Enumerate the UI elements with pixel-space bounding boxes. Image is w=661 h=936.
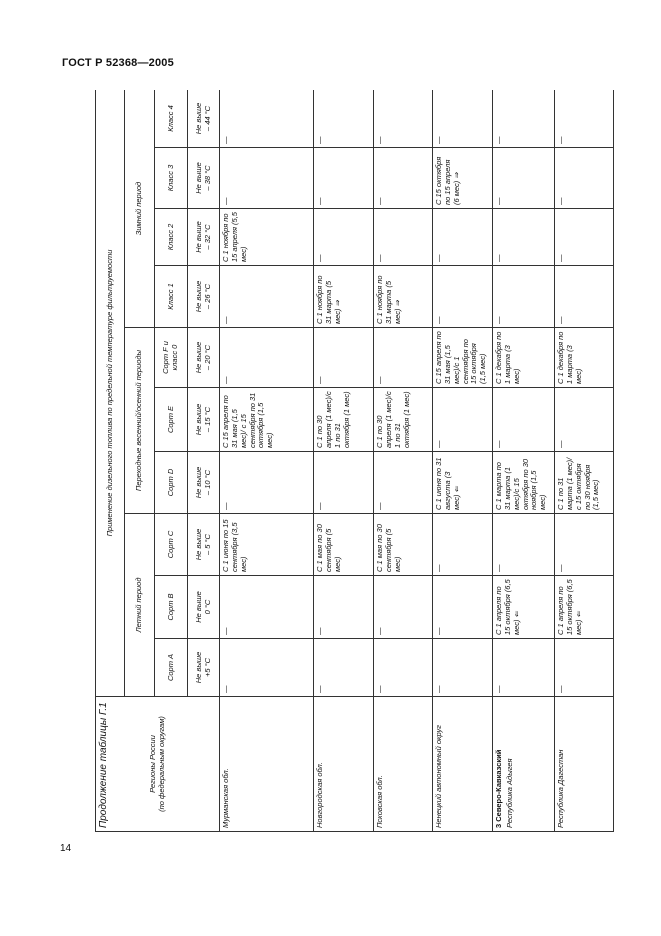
data-cell: — (374, 148, 433, 209)
data-cell: — (493, 209, 555, 266)
data-cell: — (433, 514, 493, 576)
region-cell (314, 697, 374, 832)
data-cell: — (374, 90, 433, 148)
data-cell: — (555, 514, 614, 576)
data-cell: — (493, 514, 555, 576)
data-cell: — (314, 639, 374, 697)
column-name-header: Сорт В (154, 576, 187, 639)
column-temp-header: Не выше – 32 °С (187, 209, 219, 266)
data-cell: — (314, 148, 374, 209)
data-cell: — (493, 90, 555, 148)
region-header (96, 697, 220, 832)
data-cell: С 1 марта по 31 марта (1 мес)/с 15 октября по 30 ноября (1,5 мес) (493, 452, 555, 514)
column-name-header: Сорт Е (154, 388, 187, 452)
data-cell: — (374, 639, 433, 697)
data-cell: С 1 мая по 30 сентября (5 мес) (374, 514, 433, 576)
data-cell: — (374, 576, 433, 639)
data-cell: — (220, 148, 314, 209)
region-cell (220, 697, 314, 832)
data-cell: — (433, 639, 493, 697)
data-cell: — (220, 576, 314, 639)
column-name-header: Сорт С (154, 514, 187, 576)
data-cell: С 1 ноября по 15 апреля (5,5 мес) (220, 209, 314, 266)
data-cell: — (314, 209, 374, 266)
region-name: Республика Адыгея (504, 758, 514, 828)
column-temp-header: Не выше – 5 °С (187, 514, 219, 576)
region-name: Ненецкий автономный округ (434, 725, 443, 828)
data-cell: — (433, 266, 493, 328)
data-cell: С 1 мая по 30 сентября (5 мес) (314, 514, 374, 576)
column-name-header: Сорт F и класс 0 (154, 328, 187, 388)
region-cell (433, 697, 493, 832)
page-number: 14 (60, 843, 72, 854)
column-name-header: Класс 2 (154, 209, 187, 266)
data-cell: — (314, 576, 374, 639)
column-temp-header: Не выше – 15 °С (187, 388, 219, 452)
column-temp-header: Не выше – 38 °С (187, 148, 219, 209)
region-name: Республика Дагестан (556, 749, 566, 828)
table-row (433, 90, 493, 832)
data-cell: — (555, 639, 614, 697)
table-caption: Продолжение таблицы Г.1 (98, 702, 109, 828)
period-transition-header (124, 328, 154, 514)
table-row (493, 90, 555, 832)
table-row (374, 90, 433, 832)
data-cell: С 1 по 31 марта (1 мес)/с 15 октября по 30 ноября (1,5 мес) (555, 452, 614, 514)
fuel-application-table (95, 90, 614, 832)
data-cell: — (555, 148, 614, 209)
data-cell: — (314, 452, 374, 514)
data-cell: — (555, 388, 614, 452)
data-cell: С 1 ноября по 31 марта (5 мес) ⇒ (374, 266, 433, 328)
data-cell: С 1 апреля по 15 октября (6,5 мес) ⇐ (555, 576, 614, 639)
data-cell: — (493, 148, 555, 209)
data-cell: — (220, 328, 314, 388)
column-temp-header: Не выше 0 °С (187, 576, 219, 639)
data-cell: С 15 апреля по 31 мая (1,5 мес)/ с 15 сентября по 31 октября (1,5 мес) (220, 388, 314, 452)
data-cell: — (433, 209, 493, 266)
data-cell: — (493, 388, 555, 452)
data-cell: — (220, 452, 314, 514)
column-temp-header: Не выше +5 °С (187, 639, 219, 697)
top-header-label: Применение дизельного топлива по предельной температуре фильтруемости (104, 249, 114, 537)
data-cell: С 1 декабря по 1 марта (3 мес) (493, 328, 555, 388)
data-cell: — (374, 328, 433, 388)
column-name-header: Класс 4 (154, 90, 187, 148)
data-cell: С 1 апреля по 15 октября (6,5 мес) ⇐ (493, 576, 555, 639)
region-cell (493, 697, 555, 832)
data-cell: С 1 июня по 31 августа (3 мес) ⇐ (433, 452, 493, 514)
rotated-table (95, 90, 614, 832)
period-transition-label: Переходные весенний/осенний периоды (134, 349, 143, 492)
column-temp-header: Не выше – 44 °С (187, 90, 219, 148)
table-row (555, 90, 614, 832)
region-header-label: Регионы России (по федеральным округам) (147, 716, 166, 812)
data-cell: — (314, 90, 374, 148)
data-cell: С 1 ноября по 31 марта (5 мес) ⇒ (314, 266, 374, 328)
column-temp-header: Не выше – 26 °С (187, 266, 219, 328)
data-cell: — (493, 639, 555, 697)
data-cell: С 1 июня по 15 сентября (3,5 мес) (220, 514, 314, 576)
data-cell: — (433, 576, 493, 639)
region-name: Мурманская обл. (221, 768, 231, 828)
top-header (96, 90, 125, 697)
region-cell (555, 697, 614, 832)
period-summer-label: Летний период (134, 577, 143, 633)
data-cell: — (433, 388, 493, 452)
data-cell: — (374, 209, 433, 266)
data-cell: С 1 декабря по 1 марта (3 мес) (555, 328, 614, 388)
region-cell (374, 697, 433, 832)
period-summer-header (124, 514, 154, 697)
column-name-header: Класс 1 (154, 266, 187, 328)
period-winter-header (124, 90, 154, 328)
data-cell: С 15 апреля по 31 мая (1,5 мес)/с 1 сентября по 15 октября (1,5 мес) (433, 328, 493, 388)
data-cell: — (220, 639, 314, 697)
district-group-title: 3 Северо-Кавказский (494, 749, 504, 828)
data-cell: — (374, 452, 433, 514)
data-cell: — (433, 90, 493, 148)
table-row (314, 90, 374, 832)
data-cell: — (220, 266, 314, 328)
region-name: Псковская обл. (375, 775, 385, 828)
column-name-header: Сорт D (154, 452, 187, 514)
document-title: ГОСТ Р 52368—2005 (62, 57, 174, 69)
data-cell: С 1 по 30 апреля (1 мес)/с 1 по 31 октября (1 мес) (374, 388, 433, 452)
data-cell: — (314, 328, 374, 388)
column-name-header: Класс 3 (154, 148, 187, 209)
data-cell: — (220, 90, 314, 148)
data-cell: — (493, 266, 555, 328)
data-cell: — (555, 209, 614, 266)
data-cell: — (555, 90, 614, 148)
data-cell: — (555, 266, 614, 328)
column-temp-header: Не выше – 20 °С (187, 328, 219, 388)
data-cell: С 15 октября по 15 апреля (6 мес) ⇒ (433, 148, 493, 209)
column-name-header: Сорт А (154, 639, 187, 697)
column-temp-header: Не выше – 10 °С (187, 452, 219, 514)
period-winter-label: Зимний период (134, 181, 143, 236)
table-row (220, 90, 314, 832)
rotated-table-frame (95, 90, 614, 832)
data-cell: С 1 по 30 апреля (1 мес)/с 1 по 31 октября (1 мес) (314, 388, 374, 452)
region-name: Новгородская обл. (315, 762, 325, 828)
